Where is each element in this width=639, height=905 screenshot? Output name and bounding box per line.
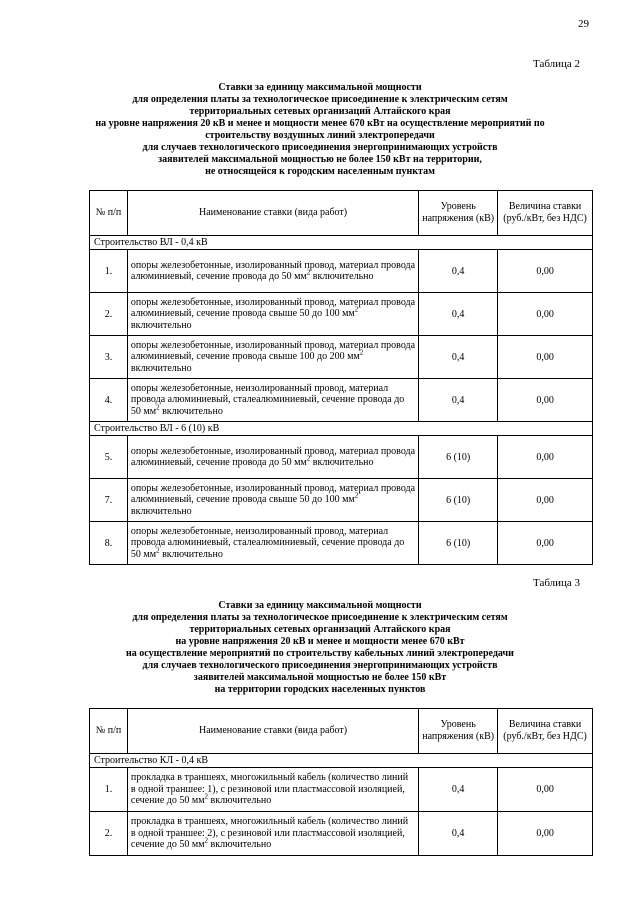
heading-line: для определения платы за технологическое присоединение к электрическим сетям bbox=[132, 94, 508, 105]
row-voltage: 0,4 bbox=[419, 336, 498, 379]
row-name: прокладка в траншеях, многожильный кабель (количество линий в одной траншее: 2), с резиновой или пластмассовой изоляцией, сечение до 50 $мм^2$ включительно bbox=[127, 812, 418, 856]
section-title: Строительство КЛ - 0,4 кВ bbox=[90, 754, 593, 768]
row-name: опоры железобетонные, изолированный провод, материал провода алюминиевый, сечение провода до 50 $мм^2$ включительно bbox=[127, 436, 418, 479]
row-voltage: 6 (10) bbox=[419, 479, 498, 522]
row-voltage: 6 (10) bbox=[419, 436, 498, 479]
row-name: опоры железобетонные, неизолированный провод, материал провода алюминиевый, сталеалюминиевый, сечение провода до 50 $мм^2$ включительно bbox=[127, 379, 418, 422]
section-row bbox=[90, 236, 593, 250]
heading-line: Ставки за единицу максимальной мощности bbox=[218, 82, 422, 93]
header-rate: Величина ставки (руб./кВт, без НДС) bbox=[498, 191, 593, 236]
row-num: 1. bbox=[90, 768, 128, 812]
row-num: 3. bbox=[90, 336, 128, 379]
header-voltage: Уровень напряжения (кВ) bbox=[419, 709, 498, 754]
header-name: Наименование ставки (вида работ) bbox=[127, 709, 418, 754]
table-row bbox=[90, 436, 593, 479]
rates-table-3 bbox=[89, 708, 593, 856]
row-name: опоры железобетонные, изолированный провод, материал провода алюминиевый, сечение провода свыше 100 до 200 $мм^2$ включительно bbox=[127, 336, 418, 379]
row-rate: 0,00 bbox=[498, 379, 593, 422]
row-num: 7. bbox=[90, 479, 128, 522]
table-row bbox=[90, 522, 593, 565]
row-num: 2. bbox=[90, 293, 128, 336]
heading-line: строительству воздушных линий электропередачи bbox=[205, 130, 435, 141]
heading-line: для определения платы за технологическое присоединение к электрическим сетям bbox=[132, 612, 508, 623]
row-voltage: 0,4 bbox=[419, 293, 498, 336]
row-rate: 0,00 bbox=[498, 250, 593, 293]
page-number: 29 bbox=[578, 18, 589, 30]
table-2-label: Таблица 2 bbox=[533, 58, 581, 70]
row-num: 2. bbox=[90, 812, 128, 856]
row-rate: 0,00 bbox=[498, 812, 593, 856]
row-name: опоры железобетонные, изолированный провод, материал провода алюминиевый, сечение провода до 50 $мм^2$ включительно bbox=[127, 250, 418, 293]
table-row bbox=[90, 336, 593, 379]
rates-table-2 bbox=[89, 190, 593, 565]
table-3-label: Таблица 3 bbox=[533, 577, 581, 589]
heading-line: на осуществление мероприятий по строительству кабельных линий электропередачи bbox=[126, 648, 514, 659]
row-rate: 0,00 bbox=[498, 479, 593, 522]
header-num: № п/п bbox=[90, 191, 128, 236]
row-rate: 0,00 bbox=[498, 768, 593, 812]
heading-line: на территории городских населенных пунктов bbox=[214, 684, 426, 695]
table-row bbox=[90, 812, 593, 856]
heading-line: не относящейся к городским населенным пунктам bbox=[205, 166, 435, 177]
row-num: 1. bbox=[90, 250, 128, 293]
heading-line: на уровне напряжения 20 кВ и менее и мощности менее 670 кВт на осуществление мероприятий по bbox=[95, 118, 545, 129]
table-row bbox=[90, 293, 593, 336]
row-voltage: 0,4 bbox=[419, 768, 498, 812]
table-3-heading bbox=[80, 600, 560, 696]
header-rate: Величина ставки (руб./кВт, без НДС) bbox=[498, 709, 593, 754]
section-row bbox=[90, 754, 593, 768]
row-rate: 0,00 bbox=[498, 522, 593, 565]
heading-line: территориальных сетевых организаций Алтайского края bbox=[189, 624, 451, 635]
heading-line: на уровне напряжения 20 кВ и менее и мощности менее 670 кВт bbox=[175, 636, 465, 647]
header-num: № п/п bbox=[90, 709, 128, 754]
section-title: Строительство ВЛ - 6 (10) кВ bbox=[90, 422, 593, 436]
row-name: опоры железобетонные, неизолированный провод, материал провода алюминиевый, сталеалюминиевый, сечение провода до 50 $мм^2$ включительно bbox=[127, 522, 418, 565]
heading-line: территориальных сетевых организаций Алтайского края bbox=[189, 106, 451, 117]
header-voltage: Уровень напряжения (кВ) bbox=[419, 191, 498, 236]
table-row bbox=[90, 250, 593, 293]
heading-line: заявителей максимальной мощностью не более 150 кВт на территории, bbox=[158, 154, 482, 165]
row-name: прокладка в траншеях, многожильный кабель (количество линий в одной траншее: 1), с резиновой или пластмассовой изоляцией, сечение до 50 $мм^2$ включительно bbox=[127, 768, 418, 812]
row-rate: 0,00 bbox=[498, 336, 593, 379]
row-num: 4. bbox=[90, 379, 128, 422]
section-row bbox=[90, 422, 593, 436]
table-header-row bbox=[90, 709, 593, 754]
row-rate: 0,00 bbox=[498, 436, 593, 479]
heading-line: Ставки за единицу максимальной мощности bbox=[218, 600, 422, 611]
section-title: Строительство ВЛ - 0,4 кВ bbox=[90, 236, 593, 250]
row-voltage: 0,4 bbox=[419, 379, 498, 422]
table-row bbox=[90, 768, 593, 812]
row-num: 8. bbox=[90, 522, 128, 565]
heading-line: для случаев технологического присоединения энергопринимающих устройств bbox=[142, 142, 498, 153]
table-row bbox=[90, 479, 593, 522]
heading-line: для случаев технологического присоединения энергопринимающих устройств bbox=[142, 660, 498, 671]
table-2-heading bbox=[80, 82, 560, 178]
row-voltage: 0,4 bbox=[419, 812, 498, 856]
table-header-row bbox=[90, 191, 593, 236]
header-name: Наименование ставки (вида работ) bbox=[127, 191, 418, 236]
row-name: опоры железобетонные, изолированный провод, материал провода алюминиевый, сечение провода свыше 50 до 100 $мм^2$ включительно bbox=[127, 479, 418, 522]
heading-line: заявителей максимальной мощностью не более 150 кВт bbox=[193, 672, 447, 683]
table-row bbox=[90, 379, 593, 422]
row-num: 5. bbox=[90, 436, 128, 479]
row-rate: 0,00 bbox=[498, 293, 593, 336]
row-voltage: 6 (10) bbox=[419, 522, 498, 565]
row-name: опоры железобетонные, изолированный провод, материал провода алюминиевый, сечение провода свыше 50 до 100 $мм^2$ включительно bbox=[127, 293, 418, 336]
row-voltage: 0,4 bbox=[419, 250, 498, 293]
